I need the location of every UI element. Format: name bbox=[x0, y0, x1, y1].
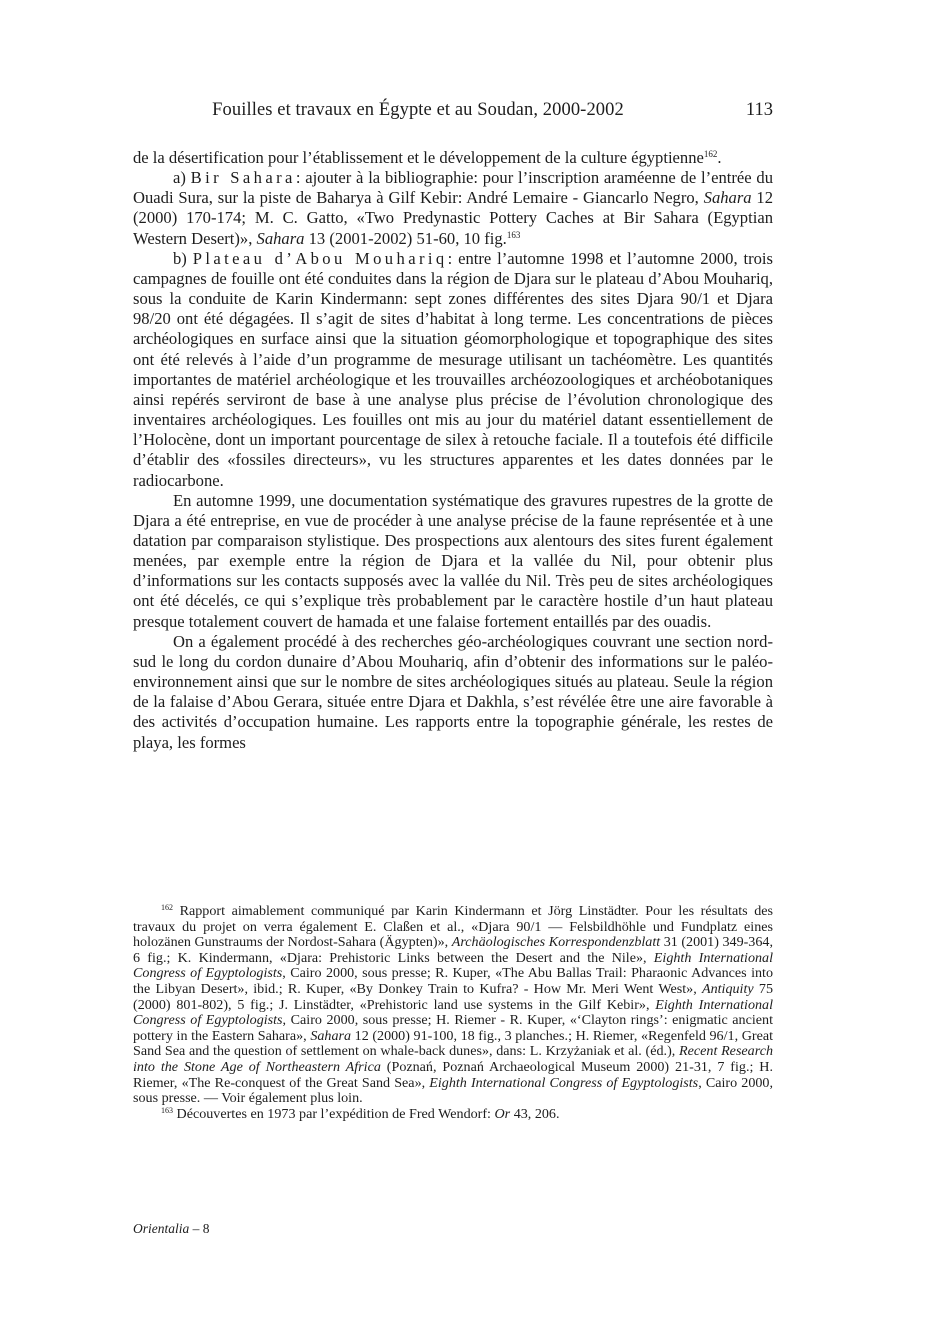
footnotes bbox=[133, 904, 773, 1122]
running-title: Fouilles et travaux en Égypte et au Soudan, 2000-2002 bbox=[212, 100, 624, 120]
item-label: a) bbox=[173, 168, 191, 188]
section-title-bir-sahara: Bir Sahara bbox=[190, 168, 296, 188]
paragraph-text: : entre l’automne 1998 et l’automne 2000, trois campagnes de fouille ont été conduites dans la région de Djara sur le plateau d’Abou Mouhariq, sous la conduite de Karin Kindermann: sept zones différentes des sites Djara 90/1 et Djara 98/20 ont été dégagées. Il s’agit de sites d’habitat à long terme. Les concentrations de pièces archéologiques en surface ainsi que la situation géomorphologique et topographique des sites ont été relevés à l’aide d’un programme de mesurage utilisant un tachéomètre. Les quantités importantes de matériel archéologique et les trouvailles archéozoologiques et archéobotaniques ainsi repérés serviront de base à une analyse plus précise de l’évolution chronologique des inventaires archéologiques. Les fouilles ont mis au jour du matériel datant essentiellement de l’Holocène, dont un important pourcentage de silex à retouche faciale. Il a toutefois été difficile d’établir des «fossiles directeurs», vu les structures apparentes et les dates données par le radiocarbone. bbox=[133, 248, 773, 490]
section-title-abou-mouhariq: Plateau d’Abou Mouhariq bbox=[192, 248, 448, 268]
footnote-ref-162[interactable]: 162 bbox=[703, 149, 718, 159]
publication-title: Recent Research into the Stone Age of Northeastern Africa bbox=[133, 1043, 773, 1075]
paragraph-4: En automne 1999, une documentation systématique des gravures rupestres de la grotte de Djara a été entreprise, en vue de procéder à une analyse précise de la faune représentée et à une datation par comparaison stylistique. Des prospections aux alentours des sites furent également menées, par exemple entre la région de Djara et la vallée du Nil, pour obtenir plus d’informations sur les contacts supposés avec la vallée du Nil. Très peu de sites archéologiques ont été décelés, ce qui s’explique très probablement par le caractère hostile d’un haut plateau presque totalement couvert de hamada et une falaise fortement entaillés par des ouadis. bbox=[133, 490, 773, 631]
paragraph-1 bbox=[133, 148, 773, 168]
footnote-162 bbox=[133, 904, 773, 1107]
journal-title: Sahara bbox=[256, 228, 305, 248]
punctuation: . bbox=[717, 148, 722, 167]
footnote-163 bbox=[133, 1107, 773, 1123]
footnote-text: , Cairo 2000, sous presse. — Voir également plus loin. bbox=[133, 1074, 773, 1107]
paragraph-abou-mouhariq bbox=[133, 249, 773, 491]
footnote-number: 163 bbox=[161, 1105, 173, 1115]
paragraph-bir-sahara bbox=[133, 168, 773, 249]
running-head bbox=[133, 98, 773, 122]
paragraph-text: de la désertification pour l’établissement et le développement de la culture égyptienne bbox=[133, 148, 704, 167]
signature-mark bbox=[133, 1221, 210, 1237]
footnote-ref-163[interactable]: 163 bbox=[506, 229, 521, 240]
publication-title: Eighth International Congress of Egyptologists bbox=[429, 1074, 699, 1091]
footnote-text: , Cairo 2000, sous presse; H. Riemer - R. Kuper, «‘Clayton rings’: enigmatic ancient pottery in the Eastern Sahara», bbox=[133, 1012, 773, 1044]
paragraph-text: : ajouter à la bibliographie: pour l’inscription araméenne de l’entrée du Ouadi Sura, sur la piste de Baharya à Gilf Kebir: André Lemaire - Giancarlo Negro, bbox=[133, 168, 773, 208]
footnote-text: Rapport aimablement communiqué par Karin Kindermann et Jörg Linstädter. Pour les résultats des travaux du projet on verra également E. Claßen et al., «Djara 90/1 — Felsbildhöhle und Fundplatz eines holozänen Gunstraums der Nordost-Sahara (Ägypten)», bbox=[133, 903, 773, 951]
footnote-text: Découvertes en 1973 par l’expédition de Fred Wendorf: bbox=[173, 1105, 495, 1122]
item-label: b) bbox=[173, 248, 193, 268]
main-text bbox=[133, 148, 773, 753]
footnote-text: 75 (2000) 801-802), 5 fig.; J. Linstädter, «Prehistoric land use systems in the Gilf Kebir», bbox=[133, 980, 773, 1013]
journal-title: Sahara bbox=[703, 188, 752, 208]
footnote-text: 31 (2001) 349-364, 6 fig.; K. Kindermann, «Djara: Prehistoric Links between the Desert and the Nile», bbox=[133, 934, 773, 966]
journal-name: Orientalia bbox=[133, 1221, 190, 1236]
footnote-text: (Poznań, Poznań Archaeological Museum 2000) 21-31, 7 fig.; H. Riemer, «The Re-conquest of the Great Sand Sea», bbox=[133, 1058, 773, 1091]
footnote-text: , Cairo 2000, sous presse; R. Kuper, «The Abu Ballas Trail: Pharaonic Advances into the Libyan Desert», ibid.; R. Kuper, «By Donkey Train to Kufra? - How Mr. Meri Went West», bbox=[133, 965, 773, 997]
publication-title: Eighth International Congress of Egyptologists bbox=[133, 949, 774, 982]
paragraph-text: 13 (2001-2002) 51-60, 10 fig. bbox=[304, 228, 507, 248]
separator: – bbox=[189, 1221, 203, 1236]
signature-number: 8 bbox=[202, 1221, 210, 1236]
footnote-text: 12 (2000) 91-100, 18 fig., 3 planches.; H. Riemer, «Regenfeld 96/1, Great Sand Sea and the question of settlement on whale-back dunes», dans: L. Krzyżaniak et al. (éd.), bbox=[133, 1027, 773, 1060]
journal-title: Or bbox=[494, 1105, 511, 1122]
journal-title: Archäologisches Korrespondenzblatt bbox=[451, 934, 661, 951]
footnote-number: 162 bbox=[161, 903, 173, 912]
journal-title: Sahara bbox=[310, 1027, 352, 1044]
paragraph-text: 12 (2000) 170-174; M. C. Gatto, «Two Predynastic Pottery Caches at Bir Sahara (Egyptian Western Desert)», bbox=[133, 188, 773, 248]
paragraph-5: On a également procédé à des recherches géo-archéologiques couvrant une section nord-sud le long du cordon dunaire d’Abou Mouhariq, afin d’obtenir des informations sur le paléo-environnement ainsi que sur le nombre de sites archéologiques situés au plateau. Seule la région de la falaise d’Abou Gerara, située entre Djara et Dakhla, s’est révélée être une aire favorable à des activités d’occupation humaine. Les rapports entre la topographie générale, les restes de playa, les formes bbox=[133, 631, 773, 752]
page-number: 113 bbox=[745, 100, 773, 120]
footnote-text: 43, 206. bbox=[510, 1105, 560, 1122]
journal-title: Antiquity bbox=[701, 980, 754, 997]
publication-title: Eighth International Congress of Egyptologists bbox=[133, 996, 774, 1029]
